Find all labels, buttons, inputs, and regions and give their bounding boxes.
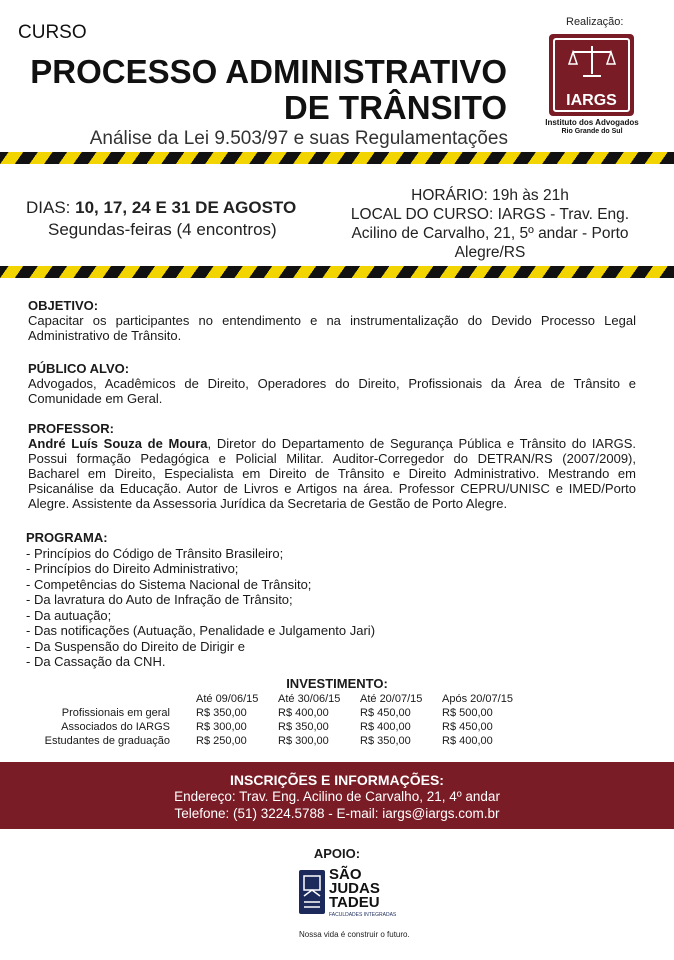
table-row — [40, 706, 524, 720]
hazard-stripe-top — [0, 152, 674, 164]
professor-heading: PROFESSOR: — [28, 421, 114, 436]
horario-local-info: HORÁRIO: 19h às 21h LOCAL DO CURSO: IARGS - Trav. Eng. Acilino de Carvalho, 21, 5º andar - Porto Alegre/RS — [350, 187, 630, 261]
iargs-logo-text: IARGS — [566, 92, 617, 109]
course-label: CURSO — [18, 22, 87, 43]
professor-text: André Luís Souza de Moura, Diretor do Departamento de Segurança Pública e Trânsito do IARGS. Possui formação Pedagógica e Policial Militar. Auditor-Corregedor do DETRAN/RS (2007/2009), Bacharel em Direito, Especialista em Direito de Trânsito e Direito Administrativo. Mestrando em Psicanálise da Educação. Autor de Livros e Artigos na área. Professor CEPRU/UNISC e IMED/Porto Alegre. Assistente da Assessoria Jurídica da Secretaria de Gestão de Porto Alegre. — [28, 436, 636, 511]
price-cell: R$ 400,00 — [360, 721, 411, 733]
price-cell: R$ 350,00 — [196, 707, 247, 719]
professor-section — [28, 421, 636, 511]
price-cell: R$ 450,00 — [360, 707, 411, 719]
publico-section — [28, 361, 636, 406]
investimento-table — [40, 692, 524, 748]
apoio-label: APOIO: — [313, 846, 361, 861]
row-label: Profissionais em geral — [61, 707, 170, 719]
weekday-info: Segundas-feiras (4 encontros) — [48, 220, 277, 239]
iargs-logo — [549, 34, 634, 116]
objetivo-heading: OBJETIVO: — [28, 298, 99, 313]
iargs-caption-state: Rio Grande do Sul — [561, 128, 623, 135]
programa-item: - Da Cassação da CNH. — [26, 654, 166, 669]
price-cell: R$ 350,00 — [278, 721, 329, 733]
objetivo-text: Capacitar os participantes no entendimento e na instrumentalização do Devido Processo Legal Administrativo de Trânsito. — [28, 313, 636, 343]
programa-item: - Da Suspensão do Direito de Dirigir e — [26, 638, 245, 654]
price-cell: R$ 450,00 — [442, 721, 493, 733]
sponsor-subtitle: FACULDADES INTEGRADAS — [329, 912, 397, 918]
programa-heading: PROGRAMA: — [26, 530, 108, 545]
inscricoes-contact: Telefone: (51) 3224.5788 - E-mail: iargs@iargs.com.br — [174, 806, 500, 821]
price-cell: R$ 250,00 — [196, 735, 247, 747]
programa-item: - Princípios do Direito Administrativo; — [26, 561, 239, 576]
programa-item: - Princípios do Código de Trânsito Brasileiro; — [26, 545, 284, 561]
price-cell: R$ 300,00 — [278, 735, 329, 747]
table-row — [40, 720, 524, 734]
objetivo-section — [28, 298, 636, 343]
inscricoes-heading: INSCRIÇÕES E INFORMAÇÕES: — [230, 772, 444, 788]
sao-judas-tadeu-emblem-icon — [299, 870, 325, 914]
row-label: Associados do IARGS — [61, 721, 170, 733]
programa-item: - Das notificações (Autuação, Penalidade e Julgamento Jari) — [26, 623, 376, 638]
column-header: Após 20/07/15 — [442, 693, 513, 705]
programa-item: - Da autuação; — [26, 607, 112, 623]
investimento-heading: INVESTIMENTO: — [286, 676, 388, 691]
price-cell: R$ 400,00 — [442, 735, 493, 747]
inscricoes-address: Endereço: Trav. Eng. Acilino de Carvalho, 21, 4º andar — [174, 789, 500, 804]
course-title-line2: DE TRÂNSITO — [283, 89, 507, 126]
row-label: Estudantes de graduação — [44, 735, 170, 747]
publico-text: Advogados, Acadêmicos de Direito, Operadores do Direito, Profissionais da Área de Trânsito e Comunidade em Geral. — [28, 376, 636, 406]
column-header: Até 30/06/15 — [278, 693, 341, 705]
column-header: Até 20/07/15 — [360, 693, 423, 705]
publico-heading: PÚBLICO ALVO: — [28, 361, 130, 376]
programa-item: - Competências do Sistema Nacional de Trânsito; — [26, 576, 312, 592]
inscricoes-band — [0, 762, 674, 829]
programa-section — [26, 530, 375, 670]
price-cell: R$ 400,00 — [278, 707, 329, 719]
realizacao-label: Realização: — [566, 16, 624, 28]
sao-judas-tadeu-logo: SÃO JUDAS TADEU — [329, 866, 380, 911]
table-row — [40, 734, 524, 748]
price-cell: R$ 350,00 — [360, 735, 411, 747]
price-cell: R$ 500,00 — [442, 707, 493, 719]
course-title-line1: PROCESSO ADMINISTRATIVO — [30, 53, 507, 90]
hazard-stripe-bottom — [0, 266, 674, 278]
table-header-row — [40, 692, 524, 706]
sponsor-tagline: Nossa vida é construir o futuro. — [299, 930, 410, 939]
programa-item: - Da lavratura do Auto de Infração de Trânsito; — [26, 592, 293, 607]
price-cell: R$ 300,00 — [196, 721, 247, 733]
dias-info: DIAS: 10, 17, 24 E 31 DE AGOSTO — [26, 198, 297, 217]
iargs-caption: Instituto dos Advogados — [545, 118, 639, 127]
column-header: Até 09/06/15 — [196, 693, 259, 705]
course-subtitle: Análise da Lei 9.503/97 e suas Regulamentações — [89, 128, 508, 149]
scales-of-justice-icon — [567, 44, 617, 80]
